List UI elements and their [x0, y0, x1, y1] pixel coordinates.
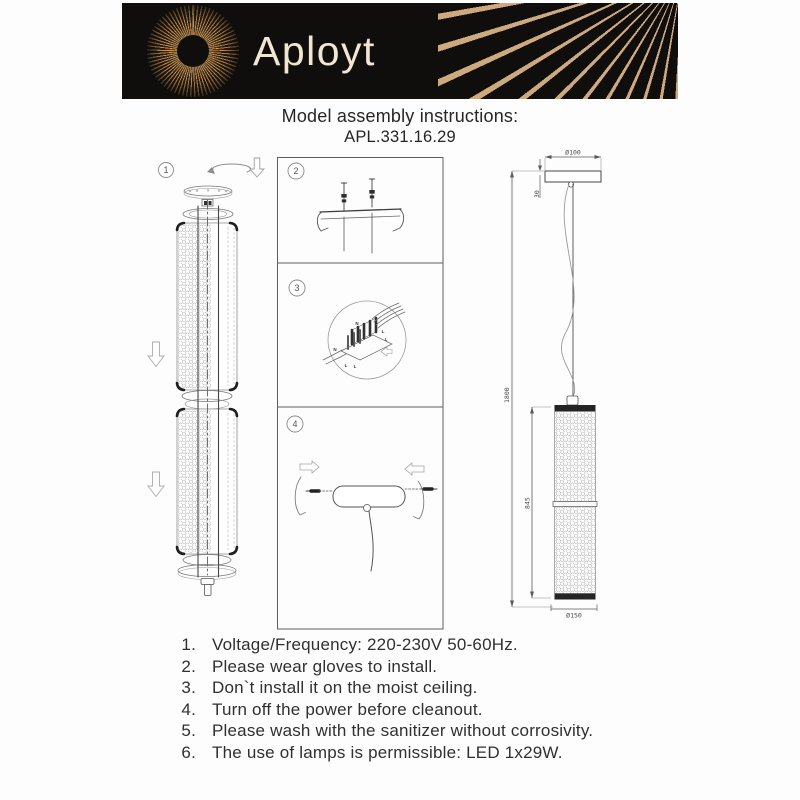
wire-label: L	[344, 363, 348, 368]
item-text: Voltage/Frequency: 220-230V 50-60Hz.	[212, 635, 518, 654]
dim-canopy-diameter: Ø100	[565, 148, 581, 157]
wire-label: N	[355, 321, 359, 326]
rotate-arc-left	[295, 477, 305, 515]
item-text: The use of lamps is permissible: LED 1x29W.	[212, 742, 563, 762]
instruction-item	[170, 699, 730, 721]
dim-shade-diameter: Ø150	[566, 611, 582, 620]
item-number: 5.	[181, 721, 196, 741]
down-arrow-icon	[250, 158, 264, 177]
assembly-diagram	[140, 148, 700, 632]
item-number: 3.	[181, 678, 196, 698]
pendant-shade	[553, 396, 597, 600]
step4-canopy-fixing	[287, 416, 437, 571]
item-number: 6.	[181, 742, 196, 762]
step3-wiring-detail	[289, 280, 406, 379]
wire-label: N	[333, 347, 337, 352]
bottom-finial	[201, 579, 214, 585]
cable	[369, 511, 373, 571]
step2-mounting-bracket	[288, 163, 404, 253]
wire-label: L	[384, 337, 388, 342]
ceiling-plate	[545, 171, 601, 182]
starburst-center	[177, 35, 209, 67]
instruction-item	[170, 720, 730, 742]
page-title: Model assembly instructions:	[281, 106, 519, 126]
instruction-item	[170, 656, 730, 678]
title-block	[0, 106, 800, 147]
instruction-item	[170, 742, 730, 764]
model-number: APL.331.16.29	[344, 128, 456, 146]
item-text: Don`t install it on the moist ceiling.	[212, 678, 478, 698]
brand-banner	[122, 3, 678, 99]
dim-overall-height: 1800	[503, 387, 511, 403]
item-text: Please wear gloves to install.	[212, 656, 438, 676]
item-number: 4.	[181, 699, 196, 719]
rotate-arrow-icon	[213, 164, 251, 172]
left-arrow-icon	[405, 463, 424, 475]
brand-logo-text: Aployt	[253, 28, 376, 74]
right-arrow-icon	[300, 461, 319, 473]
step2-number: 2	[293, 166, 299, 177]
down-arrow-icon	[148, 342, 164, 367]
dimension-drawing	[503, 149, 601, 620]
dim-canopy-offset: 30	[532, 190, 541, 198]
down-arrow-icon	[148, 472, 164, 497]
item-text: Please wash with the sanitizer without corrosivity.	[212, 721, 594, 741]
instruction-item	[170, 677, 730, 699]
instruction-list	[170, 634, 730, 764]
ceiling-canopy	[333, 486, 405, 507]
dim-shade-height: 845	[523, 497, 532, 509]
wire-label: L	[353, 364, 357, 369]
wire-label: L	[381, 329, 385, 334]
step3-number: 3	[294, 283, 300, 294]
crystal-shade-lower	[177, 409, 237, 554]
steps-panel	[278, 158, 444, 630]
instruction-item	[170, 634, 730, 656]
corner-rays-decoration	[438, 3, 678, 99]
item-number: 1.	[181, 635, 196, 654]
steps-panel-border	[278, 158, 444, 630]
item-number: 2.	[181, 656, 196, 676]
step1-number: 1	[163, 165, 169, 176]
exploded-view-step1	[148, 158, 264, 596]
step4-number: 4	[292, 419, 298, 430]
item-text: Turn off the power before cleanout.	[212, 699, 483, 719]
rotate-arc-right	[414, 481, 424, 519]
